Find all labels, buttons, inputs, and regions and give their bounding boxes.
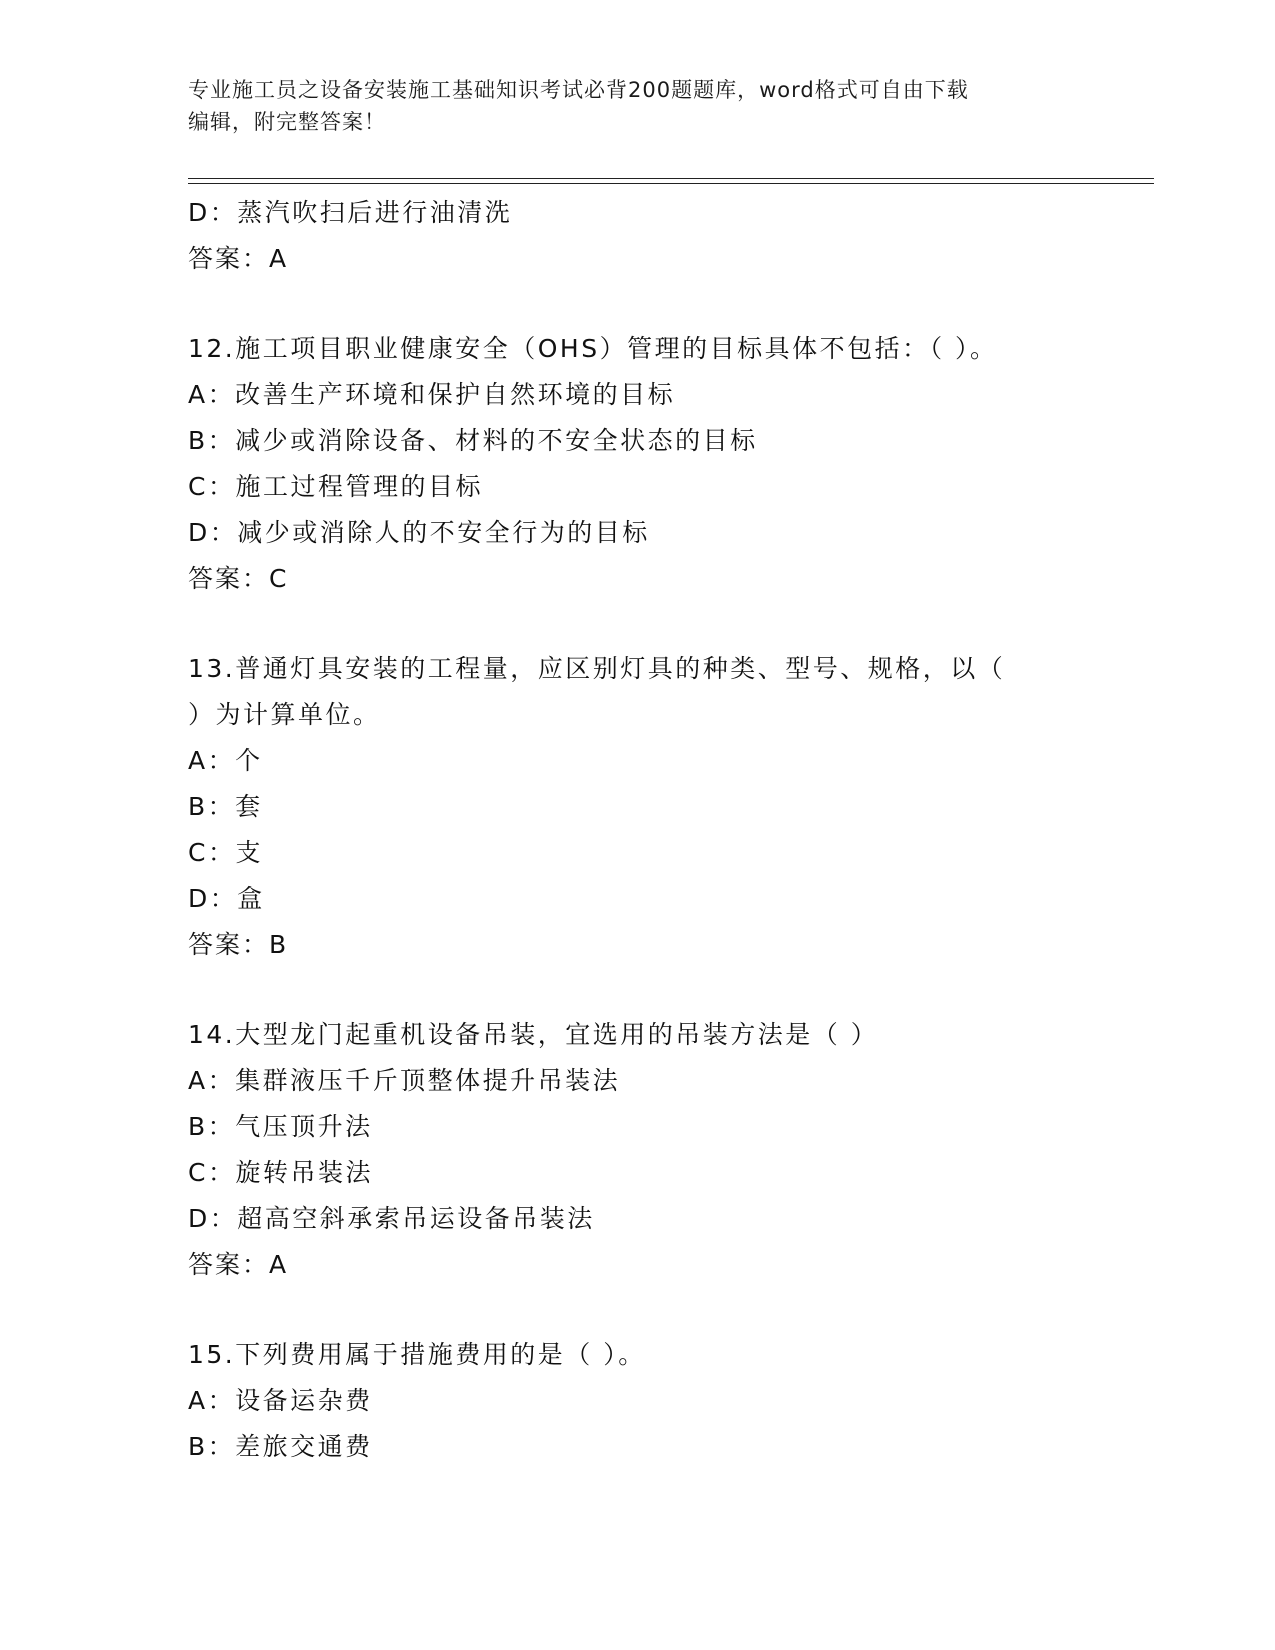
spacer [188, 282, 1088, 326]
answer-label: 答案：A [188, 1250, 289, 1279]
answer-label: 答案：B [188, 930, 289, 959]
question-13 [188, 646, 1088, 968]
option-b: B：套 [188, 792, 263, 821]
question-list [188, 190, 1088, 1470]
option-c: C：支 [188, 838, 263, 867]
answer-label: 答案：A [188, 244, 289, 273]
spacer [188, 968, 1088, 1012]
spacer [188, 602, 1088, 646]
option-c: C：旋转吊装法 [188, 1158, 373, 1187]
question-14 [188, 1012, 1088, 1288]
question-stem: 13.普通灯具安装的工程量，应区别灯具的种类、型号、规格，以（ [188, 654, 1006, 683]
header-divider-bottom [188, 183, 1154, 184]
option-a: A：改善生产环境和保护自然环境的目标 [188, 380, 676, 409]
option-d: D：超高空斜承索吊运设备吊装法 [188, 1204, 595, 1233]
option-a: A：个 [188, 746, 263, 775]
header-divider-top [188, 178, 1154, 179]
question-15 [188, 1332, 1088, 1470]
option-b: B：差旅交通费 [188, 1432, 373, 1461]
question-stem: 14.大型龙门起重机设备吊装，宜选用的吊装方法是（ ） [188, 1020, 879, 1049]
question-12 [188, 326, 1088, 602]
spacer [188, 1288, 1088, 1332]
question-11-tail [188, 190, 1088, 282]
question-stem-continued: ）为计算单位。 [188, 700, 381, 729]
header-title-line-2: 编辑，附完整答案！ [188, 110, 386, 134]
option-b: B：气压顶升法 [188, 1112, 373, 1141]
header-title-line-1: 专业施工员之设备安装施工基础知识考试必背200题题库，word格式可自由下载 [188, 78, 969, 102]
answer-label: 答案：C [188, 564, 289, 593]
option-a: A：集群液压千斤顶整体提升吊装法 [188, 1066, 621, 1095]
question-stem: 12.施工项目职业健康安全（OHS）管理的目标具体不包括：（ ）。 [188, 334, 998, 363]
option-b: B：减少或消除设备、材料的不安全状态的目标 [188, 426, 758, 455]
option-d: D：减少或消除人的不安全行为的目标 [188, 518, 650, 547]
option-a: A：设备运杂费 [188, 1386, 373, 1415]
option-d: D：蒸汽吹扫后进行油清洗 [188, 198, 513, 227]
option-d: D：盒 [188, 884, 265, 913]
document-header [188, 74, 1088, 138]
option-c: C：施工过程管理的目标 [188, 472, 483, 501]
question-stem: 15.下列费用属于措施费用的是（ ）。 [188, 1340, 646, 1369]
